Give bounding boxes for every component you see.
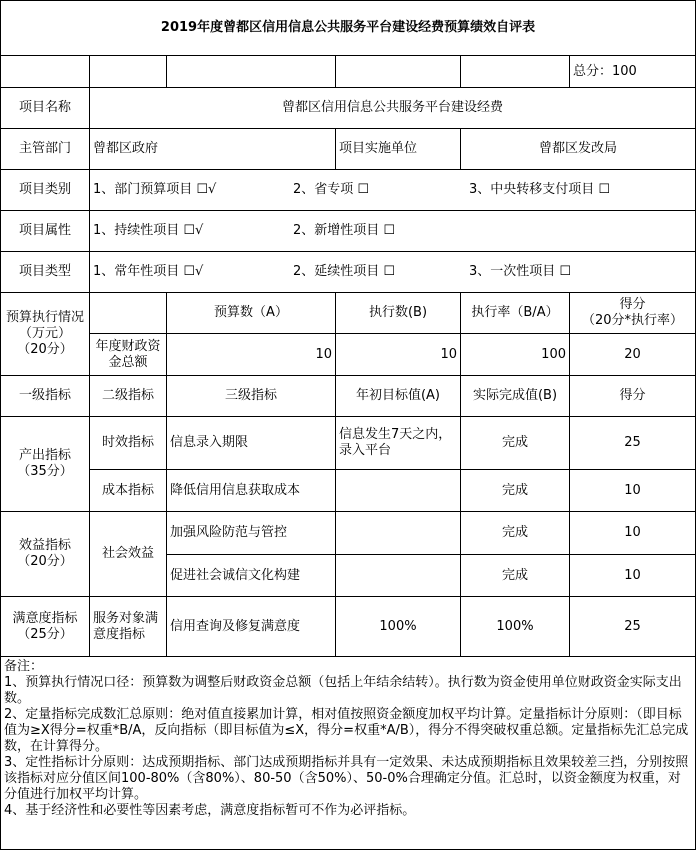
output-label-line2: （35分） [17,464,73,479]
dept-label: 主管部门 [1,129,90,170]
output-level2: 成本指标 [90,470,167,512]
budget-section-label [1,293,90,376]
level1-header: 一级指标 [1,376,90,417]
blank-cell [90,56,167,88]
type-option-3: 3、一次性项目 ☐ [469,264,572,279]
attribute-option-2: 2、新增性项目 ☐ [293,223,396,238]
actual-header: 实际完成值(B) [461,376,570,417]
blank-cell [336,56,461,88]
budget-label-line1: 预算执行情况 [5,310,84,325]
budget-score-value: 20 [570,334,696,376]
benefit-level3: 促进社会诚信文化构建 [167,555,336,597]
impl-value: 曾都区发改局 [461,129,696,170]
type-option-1: 1、常年性项目 ☐√ [93,264,204,279]
satisfaction-level3: 信用查询及修复满意度 [167,597,336,657]
benefit-level3: 加强风险防范与管控 [167,512,336,555]
impl-label: 项目实施单位 [336,129,461,170]
blank-cell [167,56,336,88]
score-col-header [570,293,696,334]
satisfaction-target: 100% [336,597,461,657]
budget-value: 10 [167,334,336,376]
attribute-option-1: 1、持续性项目 ☐√ [93,223,204,238]
benefit-score: 10 [570,555,696,597]
satisfaction-level2: 服务对象满意度指标 [90,597,167,657]
note-item: 2、定量指标完成数汇总原则：绝对值直接累加计算，相对值按照资金额度加权平均计算。定量指标计分原则：（即目标值为≥X得分=权重*B/A，反向指标（即目标值为≤X，得分=权重*A/B），得分不得突破权重总额。定量指标先汇总完成数，在计算得分。 [4,707,689,754]
benefit-actual: 完成 [461,512,570,555]
score-header-line2: （20分*执行率） [581,313,684,328]
total-score: 总分：100 [570,56,696,88]
page-title: 2019年度曾都区信用信息公共服务平台建设经费预算绩效自评表 [1,1,696,56]
notes-section [1,657,696,850]
benefit-score: 10 [570,512,696,555]
output-level3: 信息录入期限 [167,417,336,470]
type-options [90,252,696,293]
category-option-3: 3、中央转移支付项目 ☐ [469,182,611,197]
category-options [90,170,696,211]
dept-value: 曾都区政府 [90,129,336,170]
exec-value: 10 [336,334,461,376]
output-target: 信息发生7天之内，录入平台 [336,417,461,470]
benefit-target [336,555,461,597]
benefit-level2: 社会效益 [90,512,167,597]
output-level3: 降低信用信息获取成本 [167,470,336,512]
benefit-label-line1: 效益指标 [18,538,71,553]
satisfaction-indicator-label [1,597,90,657]
satisfaction-score: 25 [570,597,696,657]
benefit-indicator-label [1,512,90,597]
blank-cell [1,56,90,88]
output-target [336,470,461,512]
benefit-actual: 完成 [461,555,570,597]
output-actual: 完成 [461,417,570,470]
level2-header: 二级指标 [90,376,167,417]
satisfaction-actual: 100% [461,597,570,657]
budget-label-line3: （20分） [17,342,73,357]
rate-value: 100 [461,334,570,376]
output-indicator-label [1,417,90,512]
score-header-line1: 得分 [619,297,646,312]
output-level2: 时效指标 [90,417,167,470]
project-name-value: 曾都区信用信息公共服务平台建设经费 [90,88,696,129]
attribute-options [90,211,696,252]
notes-heading: 备注： [4,659,44,674]
blank-cell [90,293,167,334]
satisfaction-label-line1: 满意度指标 [12,610,78,626]
budget-col-header: 预算数（A） [167,293,336,334]
note-item: 3、定性指标计分原则：达成预期指标、部门达成预期指标并具有一定效果、未达成预期指标且效果较差三挡，分别按照该指标对应分值区间100-80%（含80%）、80-50（含50%）、50-0%合理确定分值。汇总时，以资金额度为权重，对分值进行加权平均计算。 [4,755,689,802]
rate-col-header: 执行率（B/A） [461,293,570,334]
annual-funds-label: 年度财政资金总额 [90,334,167,376]
benefit-target [336,512,461,555]
level3-header: 三级指标 [167,376,336,417]
output-score: 25 [570,417,696,470]
note-item: 4、基于经济性和必要性等因素考虑，满意度指标暂可不作为必评指标。 [4,803,416,818]
category-option-1: 1、部门预算项目 ☐√ [93,182,217,197]
benefit-label-line2: （20分） [17,554,73,569]
output-label-line1: 产出指标 [18,448,71,463]
type-label: 项目类型 [1,252,90,293]
blank-cell [461,56,570,88]
output-score: 10 [570,470,696,512]
category-label: 项目类别 [1,170,90,211]
attribute-label: 项目属性 [1,211,90,252]
score-header: 得分 [570,376,696,417]
exec-col-header: 执行数(B) [336,293,461,334]
project-name-label: 项目名称 [1,88,90,129]
satisfaction-label-line2: （25分） [17,626,73,642]
category-option-2: 2、省专项 ☐ [293,182,370,197]
output-actual: 完成 [461,470,570,512]
note-item: 1、预算执行情况口径：预算数为调整后财政资金总额（包括上年结余结转）。执行数为资金使用单位财政资金实际支出数。 [4,675,682,706]
type-option-2: 2、延续性项目 ☐ [293,264,396,279]
target-header: 年初目标值(A) [336,376,461,417]
budget-label-line2: （万元） [18,326,71,341]
